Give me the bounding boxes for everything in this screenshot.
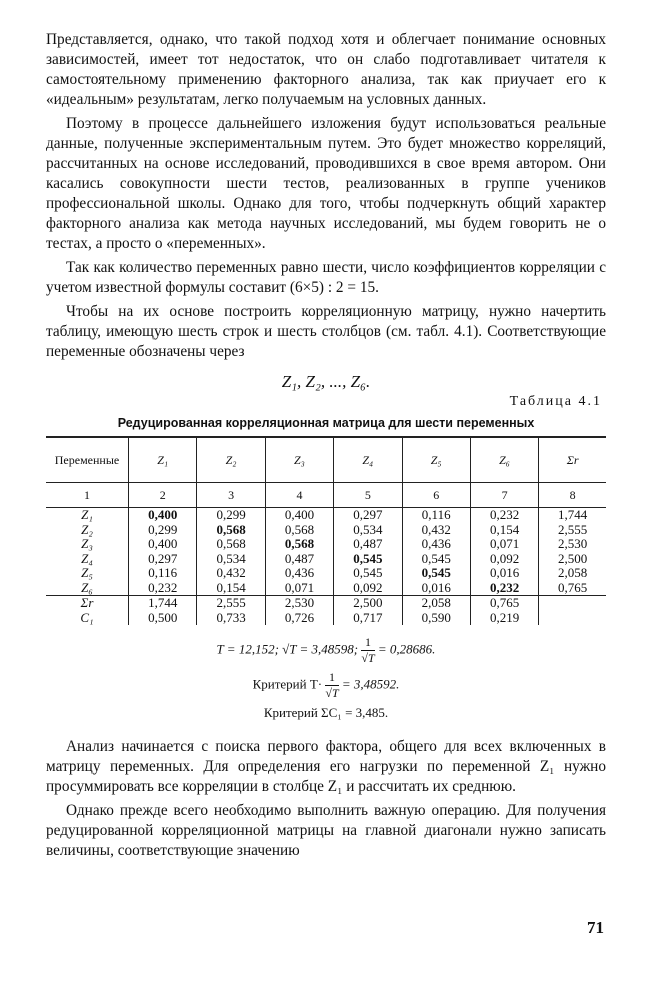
row-label: Z₄ <box>81 550 93 566</box>
table-cell: 0,299 <box>216 507 246 522</box>
inverse-sqrt-t-fraction <box>361 635 374 666</box>
sqrt-t-value: √T = 3,48598; <box>282 641 359 657</box>
table-title: Редуцированная корреляционная матрица для шести переменных <box>117 416 535 430</box>
table-cell: 0,297 <box>353 507 383 522</box>
table-cell: 0,232 <box>148 579 178 595</box>
c1-value: 0,590 <box>421 609 451 625</box>
column-number: 1 <box>46 483 129 508</box>
table-cell: 0,436 <box>421 536 451 551</box>
table-cell: 0,154 <box>216 579 246 595</box>
summary-column-8 <box>539 596 606 626</box>
row-label: Z₂ <box>81 521 93 537</box>
c1-value: 0,219 <box>489 609 520 625</box>
column-4-values <box>265 508 333 596</box>
header-variables: Переменные <box>46 437 129 483</box>
table-cell: 0,071 <box>489 536 520 551</box>
summary-column-4 <box>265 596 333 626</box>
table-cell: 0,568 <box>216 536 246 551</box>
header-col-4: Z₄ <box>334 437 402 483</box>
column-number: 6 <box>402 483 470 508</box>
paragraph-1: Представляется, однако, что такой подход хотя и облегчает понимание основных зависимостей, имеет тот недостаток, что он слабо подготавливает читателя к самостоятельному применению факторного анализа, так как приучает его к «идеальным» результатам, легко получаемым на условных данных. <box>46 31 606 108</box>
criterion-1-fraction <box>325 670 338 701</box>
fraction-denominator: √T <box>361 651 375 665</box>
summary-column-3 <box>197 596 265 626</box>
table-cell: 0,568 <box>284 521 315 537</box>
summary-column-2 <box>129 596 197 626</box>
summary-column-7 <box>470 596 538 626</box>
table-cell: 0,568 <box>284 536 315 551</box>
column-7-values <box>470 508 538 596</box>
sum-value: 2,555 <box>216 595 246 610</box>
column-6-values <box>402 508 470 596</box>
c1-value: 0,500 <box>148 609 178 625</box>
table-cell: 0,400 <box>148 536 178 551</box>
table-cell: 0,436 <box>284 565 315 580</box>
criterion-1-value: = 3,48592. <box>341 676 400 692</box>
table-cell: 0,092 <box>353 579 383 595</box>
table-cell: 0,432 <box>216 565 246 580</box>
sum-value: 0,765 <box>489 595 520 610</box>
c1-value: 0,717 <box>353 609 383 625</box>
table-cell: 2,530 <box>558 536 588 551</box>
table-cell: 2,058 <box>558 565 588 580</box>
column-number: 3 <box>197 483 265 508</box>
table-cell: 0,016 <box>489 565 520 580</box>
fraction-numerator: 1 <box>361 635 374 651</box>
table-cell: 0,071 <box>284 579 315 595</box>
row-label: Z₅ <box>81 565 93 580</box>
criterion-1-label: Критерий T· <box>252 676 323 692</box>
table-cell: 0,432 <box>421 521 451 537</box>
paragraph-6: Однако прежде всего необходимо выполнить важную операцию. Для получения редуцированной корреляционной матрицы на главной диагонали нужно записать величины, соответствующие значению <box>46 802 606 859</box>
table-cell: 0,400 <box>148 507 178 522</box>
table-cell: 0,232 <box>489 579 520 595</box>
row-label: Z₁ <box>81 507 93 522</box>
inverse-value: = 0,28686. <box>377 641 436 657</box>
column-number: 2 <box>129 483 197 508</box>
sum-value: 1,744 <box>148 595 178 610</box>
paragraph-5: Анализ начинается с поиска первого фактора, общего для всех включенных в матрицу переменных. Для определения его нагрузки по переменной Z₁ нужно просуммировать все корреляции в столбце Z₁ и рассчитать их среднюю. <box>46 738 606 795</box>
table-cell: 0,534 <box>353 521 383 537</box>
c1-value: 0,733 <box>216 609 246 625</box>
t-value: T = 12,152; <box>216 641 279 657</box>
table-cell: 0,765 <box>558 579 588 595</box>
column-number: 5 <box>334 483 402 508</box>
sum-value: 2,530 <box>284 595 315 610</box>
column-number: 7 <box>470 483 538 508</box>
table-cell: 0,154 <box>489 521 520 537</box>
table-cell: 0,116 <box>148 565 178 580</box>
table-cell: 0,568 <box>216 521 246 537</box>
page-number: 71 <box>587 918 604 937</box>
row-labels-column <box>46 508 129 596</box>
summary-labels <box>46 596 129 626</box>
table-cell: 0,545 <box>421 565 451 580</box>
table-cell: 0,487 <box>284 550 315 566</box>
page-content <box>46 30 606 861</box>
criterion-2-row: Критерий ΣC₁ = 3,485. <box>263 705 389 720</box>
sum-value: 2,500 <box>353 595 383 610</box>
summary-label: Σr <box>80 595 94 610</box>
summary-column-6 <box>402 596 470 626</box>
header-col-1: Z₁ <box>129 437 197 483</box>
row-label: Z₆ <box>81 579 93 595</box>
sum-value: 2,058 <box>421 595 451 610</box>
table-cell: 2,500 <box>558 550 588 566</box>
table-cell: 0,545 <box>353 565 383 580</box>
column-8-values <box>539 508 606 596</box>
column-5-values <box>334 508 402 596</box>
header-col-3: Z₃ <box>265 437 333 483</box>
column-2-values <box>129 508 197 596</box>
table-cell: 2,555 <box>558 521 588 537</box>
summary-label: C₁ <box>80 609 94 625</box>
table-cell: 0,092 <box>489 550 520 566</box>
column-number: 4 <box>265 483 333 508</box>
table-cell: 0,299 <box>148 521 178 537</box>
c1-value: 0,726 <box>284 609 315 625</box>
fraction-denominator: √T <box>325 686 339 700</box>
column-3-values <box>197 508 265 596</box>
row-label: Z₃ <box>81 536 93 551</box>
header-col-7: Σr <box>539 437 606 483</box>
column-number: 8 <box>539 483 606 508</box>
table-cell: 0,545 <box>421 550 451 566</box>
table-cell: 0,534 <box>216 550 246 566</box>
fraction-numerator: 1 <box>325 670 338 686</box>
table-cell: 0,545 <box>353 550 383 566</box>
summary-column-5 <box>334 596 402 626</box>
calculations <box>46 635 606 721</box>
t-formula-row <box>46 635 606 666</box>
table-cell: 0,116 <box>421 507 451 522</box>
table-cell: 0,016 <box>421 579 451 595</box>
table-label: Таблица 4.1 <box>509 394 602 409</box>
table-cell: 1,744 <box>558 507 588 522</box>
paragraph-3: Так как количество переменных равно шести, число коэффициентов корреляции с учетом известной формулы составит (6×5) : 2 = 15. <box>46 259 606 296</box>
paragraph-2: Поэтому в процессе дальнейшего изложения будут использоваться реальные данные, полученные экспериментальным путем. Это будет множество корреляций, рассчитанных на основе исследований, проводившихся в свое время автором. Они касались совокупности шести тестов, реализованных в группе учеников профессиональной школы. Однако для того, чтобы подчеркнуть общий характер факторного анализа как метода научных исследований, мы будем говорить не о тестах, а просто о «переменных». <box>46 115 606 252</box>
header-col-2: Z₂ <box>197 437 265 483</box>
header-col-6: Z₆ <box>470 437 538 483</box>
table-cell: 0,400 <box>284 507 315 522</box>
paragraph-4: Чтобы на их основе построить корреляционную матрицу, нужно начертить таблицу, имеющую шесть строк и шесть столбцов (см. табл. 4.1). Соответствующие переменные обозначены через <box>46 303 606 360</box>
correlation-table <box>46 436 606 625</box>
table-cell: 0,487 <box>353 536 383 551</box>
header-col-5: Z₅ <box>402 437 470 483</box>
table-cell: 0,297 <box>148 550 178 566</box>
table-cell: 0,232 <box>489 507 520 522</box>
variables-formula: Z₁, Z₂, ..., Z₆. <box>281 372 371 391</box>
criterion-1-row <box>46 670 606 701</box>
